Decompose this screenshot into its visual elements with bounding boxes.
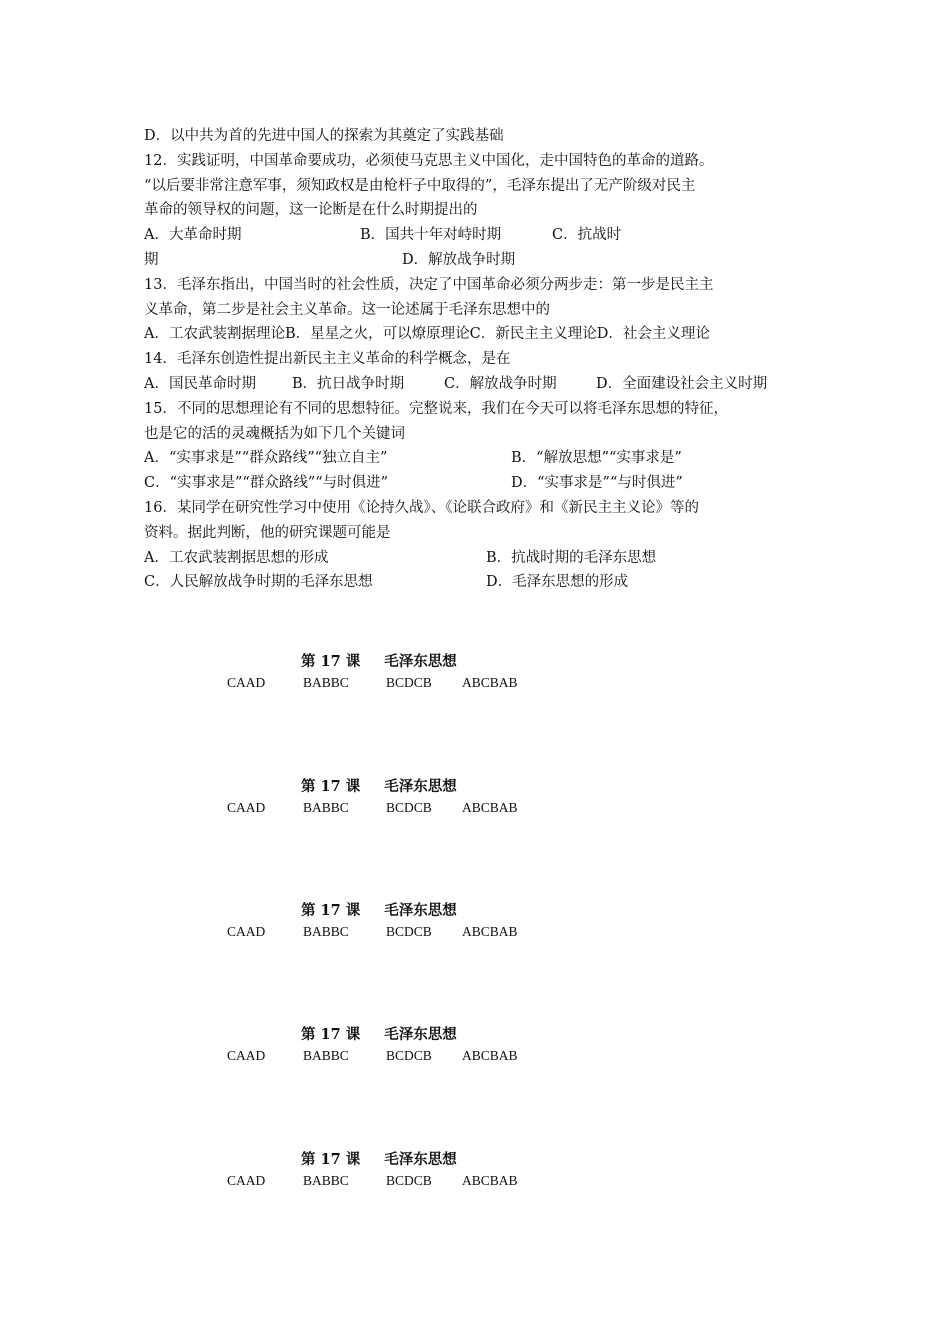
- answer-group-3: BCDCB: [386, 1173, 432, 1188]
- q14-option-c: C．解放战争时期: [444, 375, 557, 392]
- q16-stem-line-1: 16．某同学在研究性学习中使用《论持久战》、《论联合政府》和《新民主主义论》等的: [144, 499, 699, 516]
- answer-group-1: CAAD: [227, 924, 266, 939]
- q12-option-b: B．国共十年对峙时期: [360, 227, 502, 244]
- answer-key-block: [0, 899, 950, 959]
- answer-group-1: CAAD: [227, 800, 266, 815]
- q15-option-d: D．“实事求是”“与时俱进”: [511, 475, 683, 492]
- q16-options-row-2: [144, 570, 814, 595]
- answer-group-4: ABCBAB: [462, 800, 518, 815]
- q12-option-a: A．大革命时期: [144, 227, 242, 244]
- answer-group-2: BABBC: [303, 675, 349, 690]
- answer-key-title: [301, 775, 457, 796]
- lesson-topic: 毛泽东思想: [384, 902, 457, 919]
- lesson-number: 第 17 课: [301, 653, 361, 670]
- answer-key-title: [301, 1023, 457, 1044]
- answer-key-title: [301, 650, 457, 671]
- q12-option-c: C．抗战时: [552, 227, 622, 244]
- q13-options: A．工农武装割据理论B．星星之火，可以燎原理论C．新民主主义理论D．社会主义理论: [144, 326, 710, 343]
- q12-options-row: [144, 223, 814, 248]
- answer-group-1: CAAD: [227, 1173, 266, 1188]
- q16-option-a: A．工农武装割据思想的形成: [144, 549, 329, 566]
- q12-options-row-2: [144, 248, 814, 273]
- q12-option-c-cont: 期: [144, 251, 159, 268]
- q15-option-c: C．“实事求是”“群众路线”“与时俱进”: [144, 475, 389, 492]
- answer-group-4: ABCBAB: [462, 924, 518, 939]
- q12-stem-line-1: 12．实践证明，中国革命要成功，必须使马克思主义中国化，走中国特色的革命的道路。: [144, 152, 714, 169]
- lesson-number: 第 17 课: [301, 902, 361, 919]
- q11-option-d: D．以中共为首的先进中国人的探索为其奠定了实践基础: [144, 128, 504, 144]
- q15-option-b: B．“解放思想”“实事求是”: [511, 450, 682, 467]
- q14-stem: 14．毛泽东创造性提出新民主主义革命的科学概念，是在: [144, 351, 511, 368]
- answer-group-3: BCDCB: [386, 1048, 432, 1063]
- q15-stem-line-2: 也是它的活的灵魂概括为如下几个关键词: [144, 425, 405, 442]
- q14-option-a: A．国民革命时期: [144, 375, 256, 392]
- q15-stem-line-1: 15．不同的思想理论有不同的思想特征。完整说来，我们在今天可以将毛泽东思想的特征，: [144, 400, 728, 417]
- answer-group-4: ABCBAB: [462, 675, 518, 690]
- q14-options-row: [144, 372, 814, 397]
- answer-key-title: [301, 899, 457, 920]
- answer-group-2: BABBC: [303, 924, 349, 939]
- lesson-number: 第 17 课: [301, 778, 361, 795]
- answer-key-block: [0, 1148, 950, 1208]
- answer-group-2: BABBC: [303, 1048, 349, 1063]
- q14-option-b: B．抗日战争时期: [292, 375, 405, 392]
- answer-group-1: CAAD: [227, 675, 266, 690]
- q16-option-d: D．毛泽东思想的形成: [486, 574, 629, 591]
- q12-stem-line-3: 革命的领导权的问题，这一论断是在什么时期提出的: [144, 202, 478, 219]
- q12-stem-line-2: “以后要非常注意军事，须知政权是由枪杆子中取得的”，毛泽东提出了无产阶级对民主: [144, 177, 696, 194]
- answer-key-block: [0, 1023, 950, 1083]
- answer-group-4: ABCBAB: [462, 1048, 518, 1063]
- q13-stem-line-1: 13．毛泽东指出，中国当时的社会性质，决定了中国革命必须分两步走：第一步是民主主: [144, 276, 714, 293]
- lesson-topic: 毛泽东思想: [384, 1026, 457, 1043]
- q16-option-b: B．抗战时期的毛泽东思想: [486, 549, 657, 566]
- answer-group-3: BCDCB: [386, 800, 432, 815]
- answer-key-title: [301, 1148, 457, 1169]
- q16-options-row-1: [144, 546, 814, 571]
- answer-group-3: BCDCB: [386, 675, 432, 690]
- q13-stem-line-2: 义革命，第二步是社会主义革命。这一论述属于毛泽东思想中的: [144, 301, 550, 318]
- answer-group-2: BABBC: [303, 1173, 349, 1188]
- q15-option-a: A．“实事求是”“群众路线”“独立自主”: [144, 450, 388, 467]
- answer-group-4: ABCBAB: [462, 1173, 518, 1188]
- q15-options-row-1: [144, 446, 814, 471]
- lesson-topic: 毛泽东思想: [384, 1151, 457, 1168]
- q16-option-c: C．人民解放战争时期的毛泽东思想: [144, 574, 373, 591]
- answer-key-block: [0, 650, 950, 710]
- lesson-number: 第 17 课: [301, 1026, 361, 1043]
- q15-options-row-2: [144, 471, 814, 496]
- lesson-number: 第 17 课: [301, 1151, 361, 1168]
- answer-group-1: CAAD: [227, 1048, 266, 1063]
- answer-key-block: [0, 775, 950, 835]
- q12-option-d: D．解放战争时期: [402, 251, 516, 268]
- lesson-topic: 毛泽东思想: [384, 778, 457, 795]
- q14-option-d: D．全面建设社会主义时期: [596, 375, 768, 392]
- answer-group-3: BCDCB: [386, 924, 432, 939]
- answer-group-2: BABBC: [303, 800, 349, 815]
- question-section: [144, 124, 814, 595]
- lesson-topic: 毛泽东思想: [384, 653, 457, 670]
- q16-stem-line-2: 资料。据此判断，他的研究课题可能是: [144, 524, 391, 541]
